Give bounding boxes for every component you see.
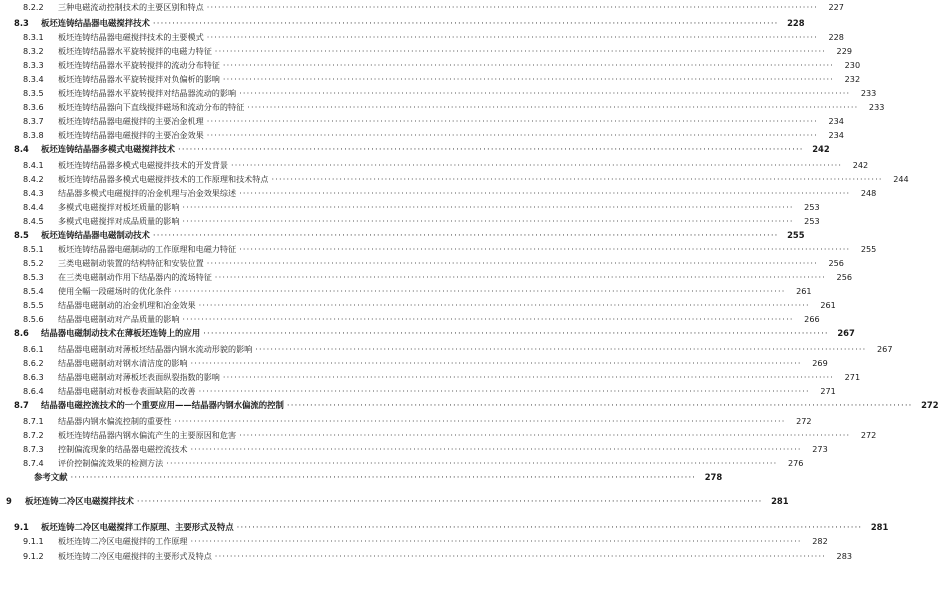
toc-entry[interactable] bbox=[0, 186, 877, 200]
toc-entry-number: 8.3.3 bbox=[23, 60, 44, 70]
toc-entry[interactable] bbox=[0, 428, 877, 442]
toc-entry-title: 结晶器电磁控流技术的一个重要应用——结晶器内钢水偏流的控制 bbox=[41, 400, 284, 410]
toc-entry-title: 板坯连铸结晶器电磁制动的工作原理和电磁力特征 bbox=[58, 244, 237, 254]
toc-entry-number: 8.4.1 bbox=[23, 160, 44, 170]
dot-leader bbox=[207, 256, 818, 270]
toc-entry-page-number: 273 bbox=[812, 444, 828, 454]
toc-entry-number: 9.1.2 bbox=[23, 551, 44, 561]
dot-leader bbox=[191, 534, 802, 548]
toc-entry-page-number: 272 bbox=[796, 416, 812, 426]
toc-entry[interactable] bbox=[0, 312, 820, 326]
toc-entry-number: 8.2.2 bbox=[23, 2, 44, 12]
toc-entry-number: 8.4.5 bbox=[23, 216, 44, 226]
toc-entry-number: 8.4.3 bbox=[23, 188, 44, 198]
dot-leader bbox=[191, 442, 802, 456]
dot-leader bbox=[178, 142, 804, 156]
toc-entry-page-number: 248 bbox=[860, 188, 877, 198]
toc-entry-number: 8.3.8 bbox=[23, 130, 44, 140]
toc-entry-number: 8.3.5 bbox=[23, 88, 44, 98]
dot-leader bbox=[231, 158, 842, 172]
toc-entry[interactable] bbox=[0, 242, 877, 256]
toc-entry-page-number: 227 bbox=[828, 2, 844, 12]
toc-entry-page-number: 271 bbox=[844, 372, 861, 382]
dot-leader bbox=[239, 428, 850, 442]
toc-entry-number: 8.6.3 bbox=[23, 372, 44, 382]
dot-leader bbox=[223, 58, 834, 72]
toc-entry[interactable] bbox=[0, 114, 844, 128]
toc-entry-number: 8.5.5 bbox=[23, 300, 44, 310]
toc-entry-number: 8.3 bbox=[14, 18, 29, 28]
toc-entry-title: 结晶器多模式电磁搅拌的冶金机理与冶金效果综述 bbox=[58, 188, 237, 198]
toc-entry-title: 板坯连铸结晶器水平旋转搅拌对负偏析的影响 bbox=[58, 74, 220, 84]
dot-leader bbox=[223, 370, 834, 384]
toc-entry-title: 三种电磁流动控制技术的主要区别和特点 bbox=[58, 2, 204, 12]
toc-entry-page-number: 228 bbox=[828, 32, 844, 42]
toc-entry[interactable] bbox=[0, 414, 812, 428]
toc-entry-page-number: 234 bbox=[828, 130, 844, 140]
toc-entry-number: 8.4.2 bbox=[23, 174, 44, 184]
toc-entry[interactable] bbox=[0, 298, 836, 312]
dot-leader bbox=[182, 200, 793, 214]
toc-entry[interactable] bbox=[0, 494, 789, 508]
toc-entry-title: 板坯连铸结晶器电磁搅拌的主要冶金机理 bbox=[58, 116, 204, 126]
toc-entry[interactable] bbox=[0, 256, 844, 270]
toc-entry-title: 板坯连铸结晶器多模式电磁搅拌技术的工作原理和技术特点 bbox=[58, 174, 269, 184]
toc-entry-title: 板坯连铸结晶器电磁搅拌技术的主要模式 bbox=[58, 32, 204, 42]
toc-entry-number: 8.7.3 bbox=[23, 444, 44, 454]
dot-leader bbox=[182, 214, 793, 228]
dot-leader bbox=[191, 356, 802, 370]
toc-entry-page-number: 283 bbox=[836, 551, 852, 561]
toc-entry-title: 评价控制偏流效果的检测方法 bbox=[58, 458, 164, 468]
toc-entry-page-number: 233 bbox=[868, 102, 885, 112]
dot-leader bbox=[203, 326, 829, 340]
toc-entry-number: 8.6.2 bbox=[23, 358, 44, 368]
toc-entry[interactable] bbox=[0, 442, 828, 456]
toc-entry-title: 结晶器电磁制动对板卷表面缺陷的改善 bbox=[58, 386, 196, 396]
toc-entry-number: 8.5.1 bbox=[23, 244, 44, 254]
toc-entry-page-number: 253 bbox=[804, 202, 820, 212]
toc-entry-page-number: 244 bbox=[893, 174, 909, 184]
toc-entry-number: 8.7.1 bbox=[23, 416, 44, 426]
toc-entry-title: 结晶器电磁制动技术在薄板坯连铸上的应用 bbox=[41, 328, 201, 338]
toc-entry-title: 结晶器内钢水偏流控制的重要性 bbox=[58, 416, 172, 426]
toc-entry-page-number: 267 bbox=[837, 328, 855, 338]
toc-entry-title: 板坯连铸结晶器电磁搅拌技术 bbox=[41, 18, 150, 28]
toc-entry-number: 8.4.4 bbox=[23, 202, 44, 212]
toc-entry-number: 8.7 bbox=[14, 400, 29, 410]
toc-entry-title: 多模式电磁搅拌对成品质量的影响 bbox=[58, 216, 180, 226]
toc-entry[interactable] bbox=[0, 370, 861, 384]
toc-entry-title: 板坯连铸结晶器电磁搅拌的主要冶金效果 bbox=[58, 130, 204, 140]
toc-entry-title: 结晶器电磁制动的冶金机理和冶金效果 bbox=[58, 300, 196, 310]
toc-entry[interactable] bbox=[0, 128, 844, 142]
toc-entry-page-number: 278 bbox=[704, 472, 723, 482]
toc-entry-number: 8.3.4 bbox=[23, 74, 44, 84]
dot-leader bbox=[215, 44, 826, 58]
toc-entry-title: 在三类电磁制动作用下结晶器内的流场特征 bbox=[58, 272, 212, 282]
toc-entry-title: 三类电磁制动装置的结构特征和安装位置 bbox=[58, 258, 204, 268]
toc-entry-page-number: 272 bbox=[860, 430, 877, 440]
dot-leader bbox=[237, 520, 863, 534]
toc-entry[interactable] bbox=[0, 398, 939, 412]
toc-entry-title: 板坯连铸结晶器多模式电磁搅拌技术 bbox=[41, 144, 175, 154]
toc-entry[interactable] bbox=[0, 456, 804, 470]
toc-entry-title: 使用全幅一段磁场时的优化条件 bbox=[58, 286, 172, 296]
dot-leader bbox=[153, 16, 779, 30]
toc-entry-page-number: 266 bbox=[804, 314, 820, 324]
toc-entry[interactable] bbox=[0, 342, 893, 356]
toc-entry-page-number: 281 bbox=[771, 496, 789, 506]
toc-entry-title: 板坯连铸结晶器水平旋转搅拌的流动分布特征 bbox=[58, 60, 220, 70]
toc-entry[interactable] bbox=[0, 0, 844, 14]
toc-entry-title: 结晶器电磁制动对薄板坯结晶器内钢水流动形貌的影响 bbox=[58, 344, 253, 354]
toc-entry[interactable] bbox=[0, 86, 877, 100]
toc-entry[interactable] bbox=[0, 520, 889, 534]
toc-entry-number: 8.5.4 bbox=[23, 286, 44, 296]
toc-entry-number: 8.3.6 bbox=[23, 102, 44, 112]
dot-leader bbox=[215, 549, 826, 563]
toc-entry[interactable] bbox=[0, 214, 820, 228]
toc-entry-page-number: 234 bbox=[828, 116, 844, 126]
toc-entry[interactable] bbox=[0, 100, 885, 114]
dot-leader bbox=[207, 0, 818, 14]
toc-entry-title: 结晶器电磁制动对薄板坯表面纵裂指数的影响 bbox=[58, 372, 220, 382]
toc-entry-number: 9.1 bbox=[14, 522, 29, 532]
toc-entry[interactable] bbox=[0, 158, 869, 172]
toc-entry-page-number: 256 bbox=[828, 258, 844, 268]
dot-leader bbox=[182, 312, 793, 326]
toc-entry[interactable] bbox=[0, 172, 909, 186]
toc-entry-title: 板坯连铸结晶器多模式电磁搅拌技术的开发背景 bbox=[58, 160, 228, 170]
toc-entry-title: 结晶器电磁制动对产品质量的影响 bbox=[58, 314, 180, 324]
toc-entry-title: 板坯连铸结晶器向下直线搅拌磁场和流动分布的特征 bbox=[58, 102, 245, 112]
toc-entry-page-number: 261 bbox=[796, 286, 812, 296]
toc-entry-page-number: 242 bbox=[812, 144, 830, 154]
dot-leader bbox=[174, 284, 785, 298]
dot-leader bbox=[239, 86, 850, 100]
toc-entry[interactable] bbox=[0, 16, 805, 30]
toc-entry-title: 板坯连铸二冷区电磁搅拌的主要形式及特点 bbox=[58, 551, 212, 561]
toc-entry-title: 多模式电磁搅拌对板坯质量的影响 bbox=[58, 202, 180, 212]
toc-entry-page-number: 282 bbox=[812, 536, 828, 546]
toc-entry[interactable] bbox=[0, 58, 861, 72]
toc-entry[interactable] bbox=[0, 534, 828, 548]
toc-entry[interactable] bbox=[0, 549, 852, 563]
toc-entry-number: 9 bbox=[6, 496, 12, 506]
toc-entry[interactable] bbox=[0, 228, 805, 242]
toc-entry-number: 8.5.6 bbox=[23, 314, 44, 324]
toc-entry-title: 板坯连铸二冷区电磁搅拌的工作原理 bbox=[58, 536, 188, 546]
dot-leader bbox=[199, 298, 810, 312]
toc-entry-page-number: 228 bbox=[787, 18, 805, 28]
toc-entry-number: 8.4 bbox=[14, 144, 29, 154]
toc-entry[interactable] bbox=[0, 200, 820, 214]
toc-entry-number: 8.6.4 bbox=[23, 386, 44, 396]
toc-entry-number: 9.1.1 bbox=[23, 536, 44, 546]
toc-entry-page-number: 272 bbox=[921, 400, 939, 410]
toc-entry-page-number: 271 bbox=[820, 386, 836, 396]
toc-entry-number: 8.7.2 bbox=[23, 430, 44, 440]
toc-entry-title: 板坯连铸结晶器电磁制动技术 bbox=[41, 230, 150, 240]
toc-entry-number: 8.3.2 bbox=[23, 46, 44, 56]
dot-leader bbox=[153, 228, 779, 242]
toc-entry-page-number: 256 bbox=[836, 272, 852, 282]
toc-entry-number: 8.3.7 bbox=[23, 116, 44, 126]
toc-entry-page-number: 255 bbox=[787, 230, 805, 240]
toc-entry-title: 板坯连铸结晶器水平旋转搅拌对结晶器流动的影响 bbox=[58, 88, 237, 98]
toc-entry[interactable] bbox=[0, 270, 852, 284]
dot-leader bbox=[287, 398, 913, 412]
toc-entry-title: 控制偏流现象的结晶器电磁控流技术 bbox=[58, 444, 188, 454]
dot-leader bbox=[271, 172, 882, 186]
toc-entry[interactable] bbox=[0, 326, 855, 340]
dot-leader bbox=[137, 494, 763, 508]
toc-entry-number: 8.5 bbox=[14, 230, 29, 240]
toc-entry-page-number: 253 bbox=[804, 216, 820, 226]
dot-leader bbox=[199, 384, 810, 398]
dot-leader bbox=[166, 456, 777, 470]
dot-leader bbox=[207, 30, 818, 44]
toc-entry-number: 8.5.2 bbox=[23, 258, 44, 268]
toc-entry-page-number: 230 bbox=[844, 60, 861, 70]
toc-entry[interactable] bbox=[0, 284, 812, 298]
toc-entry-number: 8.7.4 bbox=[23, 458, 44, 468]
toc-entry-title: 参考文献 bbox=[34, 472, 68, 482]
toc-entry-page-number: 255 bbox=[860, 244, 877, 254]
toc-entry-number: 8.6 bbox=[14, 328, 29, 338]
toc-entry-number: 8.5.3 bbox=[23, 272, 44, 282]
toc-entry-title: 板坯连铸二冷区电磁搅拌技术 bbox=[25, 496, 134, 506]
toc-entry-page-number: 267 bbox=[877, 344, 893, 354]
toc-entry-title: 板坯连铸结晶器水平旋转搅拌的电磁力特征 bbox=[58, 46, 212, 56]
dot-leader bbox=[215, 270, 826, 284]
toc-entry-page-number: 229 bbox=[836, 46, 852, 56]
toc-entry-page-number: 276 bbox=[787, 458, 804, 468]
toc-entry-title: 结晶器电磁制动对钢水清洁度的影响 bbox=[58, 358, 188, 368]
toc-entry[interactable] bbox=[0, 142, 830, 156]
dot-leader bbox=[239, 242, 850, 256]
toc-entry-page-number: 261 bbox=[820, 300, 836, 310]
toc-entry-page-number: 281 bbox=[870, 522, 889, 532]
toc-entry-page-number: 232 bbox=[844, 74, 861, 84]
toc-entry-page-number: 233 bbox=[860, 88, 877, 98]
toc-entry[interactable] bbox=[0, 470, 723, 484]
toc-entry[interactable] bbox=[0, 356, 828, 370]
toc-entry[interactable] bbox=[0, 72, 861, 86]
dot-leader bbox=[247, 100, 858, 114]
dot-leader bbox=[239, 186, 850, 200]
toc-entry-number: 8.6.1 bbox=[23, 344, 44, 354]
toc-entry-page-number: 242 bbox=[852, 160, 869, 170]
dot-leader bbox=[255, 342, 866, 356]
dot-leader bbox=[207, 114, 818, 128]
dot-leader bbox=[71, 470, 697, 484]
toc-entry-title: 板坯连铸二冷区电磁搅拌工作原理、主要形式及特点 bbox=[41, 522, 234, 532]
toc-entry-number: 8.3.1 bbox=[23, 32, 44, 42]
toc-entry[interactable] bbox=[0, 30, 844, 44]
toc-entry[interactable] bbox=[0, 44, 852, 58]
dot-leader bbox=[223, 72, 834, 86]
toc-entry[interactable] bbox=[0, 384, 836, 398]
dot-leader bbox=[174, 414, 785, 428]
dot-leader bbox=[207, 128, 818, 142]
toc-entry-title: 板坯连铸结晶器内钢水偏流产生的主要原因和危害 bbox=[58, 430, 237, 440]
toc-entry-page-number: 269 bbox=[812, 358, 828, 368]
